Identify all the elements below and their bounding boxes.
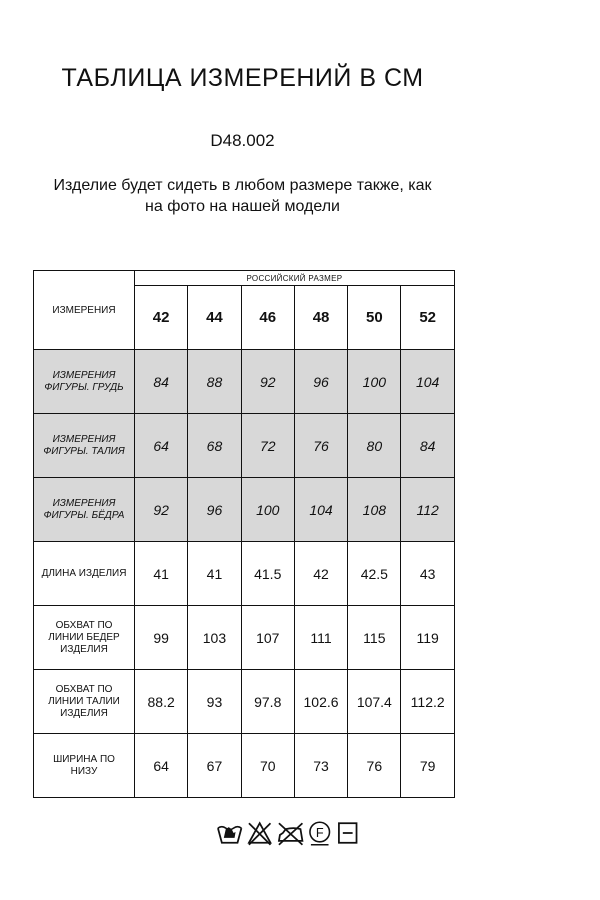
table-cell: 73 xyxy=(294,734,347,798)
table-cell: 115 xyxy=(348,606,401,670)
row-label xyxy=(34,542,135,606)
table-cell: 43 xyxy=(401,542,454,606)
table-cell: 111 xyxy=(294,606,347,670)
row-label xyxy=(34,414,135,478)
table-row-hem-width xyxy=(34,734,455,798)
table-cell: 107 xyxy=(241,606,294,670)
table-cell: 92 xyxy=(241,350,294,414)
table-cell: 112.2 xyxy=(401,670,454,734)
table-cell: 84 xyxy=(135,350,188,414)
table-cell: 96 xyxy=(294,350,347,414)
table-cell: 64 xyxy=(135,414,188,478)
care-symbols xyxy=(215,818,360,848)
table-row-hips xyxy=(34,478,455,542)
row-label-line: ФИГУРЫ. БЁДРА xyxy=(43,509,125,521)
russian-size-header: РОССИЙСКИЙ РАЗМЕР xyxy=(135,271,455,286)
fit-note xyxy=(0,175,485,217)
table-cell: 41 xyxy=(135,542,188,606)
table-cell: 102.6 xyxy=(294,670,347,734)
table-cell: 42.5 xyxy=(348,542,401,606)
table-cell: 97.8 xyxy=(241,670,294,734)
table-cell: 76 xyxy=(294,414,347,478)
row-label-line: ШИРИНА ПО xyxy=(53,753,115,765)
table-cell: 67 xyxy=(188,734,241,798)
table-cell: 76 xyxy=(348,734,401,798)
table-row-waist-girth xyxy=(34,670,455,734)
table-row-hip-girth xyxy=(34,606,455,670)
table-cell: 41.5 xyxy=(241,542,294,606)
table-row-waist xyxy=(34,414,455,478)
do-not-iron-icon xyxy=(276,819,305,847)
row-label-line: ИЗМЕРЕНИЯ xyxy=(52,369,116,381)
table-cell: 108 xyxy=(348,478,401,542)
row-label-line: ЛИНИИ ТАЛИИ xyxy=(48,695,120,707)
table-cell: 80 xyxy=(348,414,401,478)
corner-label: ИЗМЕРЕНИЯ xyxy=(34,271,135,350)
table-cell: 104 xyxy=(294,478,347,542)
table-cell: 96 xyxy=(188,478,241,542)
table-cell: 107.4 xyxy=(348,670,401,734)
do-not-bleach-icon xyxy=(246,819,273,847)
model-code: D48.002 xyxy=(210,131,275,150)
size-header: 44 xyxy=(188,286,241,350)
row-label-line: ОБХВАТ ПО xyxy=(55,619,113,631)
table-row-length xyxy=(34,542,455,606)
row-label xyxy=(34,350,135,414)
row-label-line: ЛИНИИ БЕДЕР xyxy=(48,631,120,643)
table-cell: 103 xyxy=(188,606,241,670)
table-cell: 88.2 xyxy=(135,670,188,734)
row-label-line: ИЗДЕЛИЯ xyxy=(60,643,108,655)
row-label-line: ИЗМЕРЕНИЯ xyxy=(52,433,116,445)
table-cell: 88 xyxy=(188,350,241,414)
table-cell: 68 xyxy=(188,414,241,478)
table-cell: 119 xyxy=(401,606,454,670)
table-cell: 42 xyxy=(294,542,347,606)
table-cell: 64 xyxy=(135,734,188,798)
row-label xyxy=(34,670,135,734)
row-label-line: ИЗДЕЛИЯ xyxy=(60,707,108,719)
size-header: 46 xyxy=(241,286,294,350)
row-label-line: ФИГУРЫ. ТАЛИЯ xyxy=(43,445,125,457)
table-cell: 104 xyxy=(401,350,454,414)
row-label xyxy=(34,606,135,670)
row-label xyxy=(34,478,135,542)
table-cell: 41 xyxy=(188,542,241,606)
table-cell: 84 xyxy=(401,414,454,478)
size-header: 48 xyxy=(294,286,347,350)
table-cell: 72 xyxy=(241,414,294,478)
dry-clean-letter: F xyxy=(315,824,324,840)
size-header: 52 xyxy=(401,286,454,350)
table-cell: 112 xyxy=(401,478,454,542)
row-label-line: ФИГУРЫ. ГРУДЬ xyxy=(44,381,124,393)
fit-note-line-2: на фото на нашей модели xyxy=(145,198,340,215)
fit-note-line-1: Изделие будет сидеть в любом размере также, как xyxy=(53,177,432,194)
table-row-bust xyxy=(34,350,455,414)
table-cell: 93 xyxy=(188,670,241,734)
dry-clean-f-icon xyxy=(307,819,332,847)
row-label-line: ДЛИНА ИЗДЕЛИЯ xyxy=(41,567,127,579)
table-cell: 79 xyxy=(401,734,454,798)
table-cell: 92 xyxy=(135,478,188,542)
size-header: 50 xyxy=(348,286,401,350)
row-label-line: ИЗМЕРЕНИЯ xyxy=(52,497,116,509)
table-cell: 100 xyxy=(348,350,401,414)
row-label-line: НИЗУ xyxy=(70,765,98,777)
row-label xyxy=(34,734,135,798)
table-cell: 70 xyxy=(241,734,294,798)
flat-dry-icon xyxy=(335,819,360,847)
hand-wash-icon xyxy=(215,819,244,847)
table-cell: 99 xyxy=(135,606,188,670)
size-header: 42 xyxy=(135,286,188,350)
size-table xyxy=(33,270,455,798)
page-title: ТАБЛИЦА ИЗМЕРЕНИЙ В СМ xyxy=(61,64,424,92)
row-label-line: ОБХВАТ ПО xyxy=(55,683,113,695)
table-cell: 100 xyxy=(241,478,294,542)
